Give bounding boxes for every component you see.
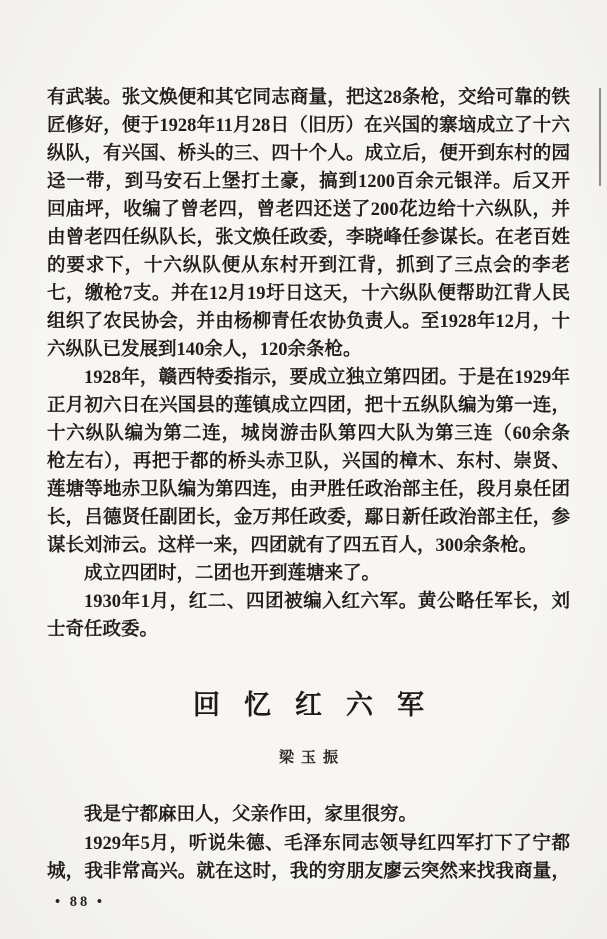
text-line: 正月初六日在兴国县的莲镇成立四团，把十五纵队编为第一连，	[47, 396, 570, 416]
text-line: 城，我非常高兴。就在这时，我的穷朋友廖云突然来找我商量，	[47, 862, 570, 882]
text-line: 迳一带，到马安石上堡打土豪，搞到1200百余元银洋。后又开	[47, 172, 570, 192]
text-line: 回庙坪，收编了曾老四，曾老四还送了200花边给十六纵队，并	[47, 200, 570, 220]
article-author: 梁玉振	[278, 750, 345, 766]
text-line: 1928年，赣西特委指示，要成立独立第四团。于是在1929年	[84, 368, 570, 388]
text-line: 谋长刘沛云。这样一来，四团就有了四五百人，300余条枪。	[47, 536, 538, 556]
text-line: 长，吕德贤任副团长，金万邦任政委，鄢日新任政治部主任，参	[47, 508, 570, 528]
text-line: 六纵队已发展到140余人，120余条枪。	[47, 340, 362, 360]
article-title: 回忆红六军	[193, 690, 448, 720]
text-line: 的要求下，十六纵队便从东村开到江背，抓到了三点会的李老	[47, 256, 570, 276]
text-line: 枪左右），再把于都的桥头赤卫队，兴国的樟木、东村、崇贤、	[47, 452, 570, 472]
text-line: 纵队，有兴国、桥头的三、四十个人。成立后，便开到东村的园	[47, 144, 570, 164]
article-text-block	[47, 801, 570, 887]
page-number: • 88 •	[55, 894, 105, 910]
scan-edge-artifact	[599, 88, 601, 186]
text-line: 1930年1月，红二、四团被编入红六军。黄公略任军长，刘	[84, 592, 570, 612]
text-line: 组织了农民协会，并由杨柳青任农协负责人。至1928年12月，十	[47, 312, 570, 332]
text-line: 成立四团时，二团也开到莲塘来了。	[84, 564, 381, 584]
text-line: 士奇任政委。	[47, 620, 159, 640]
text-line: 我是宁都麻田人，父亲作田，家里很穷。	[84, 805, 418, 825]
text-line: 十六纵队编为第二连，城岗游击队第四大队为第三连（60余条	[47, 424, 570, 444]
continuation-text-block	[47, 84, 570, 644]
text-line: 莲塘等地赤卫队编为第四连，由尹胜任政治部主任，段月泉任团	[47, 480, 570, 500]
text-line: 七，缴枪7支。并在12月19圩日这天，十六纵队便帮助江背人民	[47, 284, 570, 304]
text-line: 由曾老四任纵队长，张文焕任政委，李晓峰任参谋长。在老百姓	[47, 228, 570, 248]
text-line: 匠修好，便于1928年11月28日（旧历）在兴国的寨垴成立了十六	[47, 116, 570, 136]
text-line: 1929年5月，听说朱德、毛泽东同志领导红四军打下了宁都	[84, 833, 570, 854]
text-line: 有武装。张文焕便和其它同志商量，把这28条枪，交给可靠的铁	[47, 88, 570, 108]
